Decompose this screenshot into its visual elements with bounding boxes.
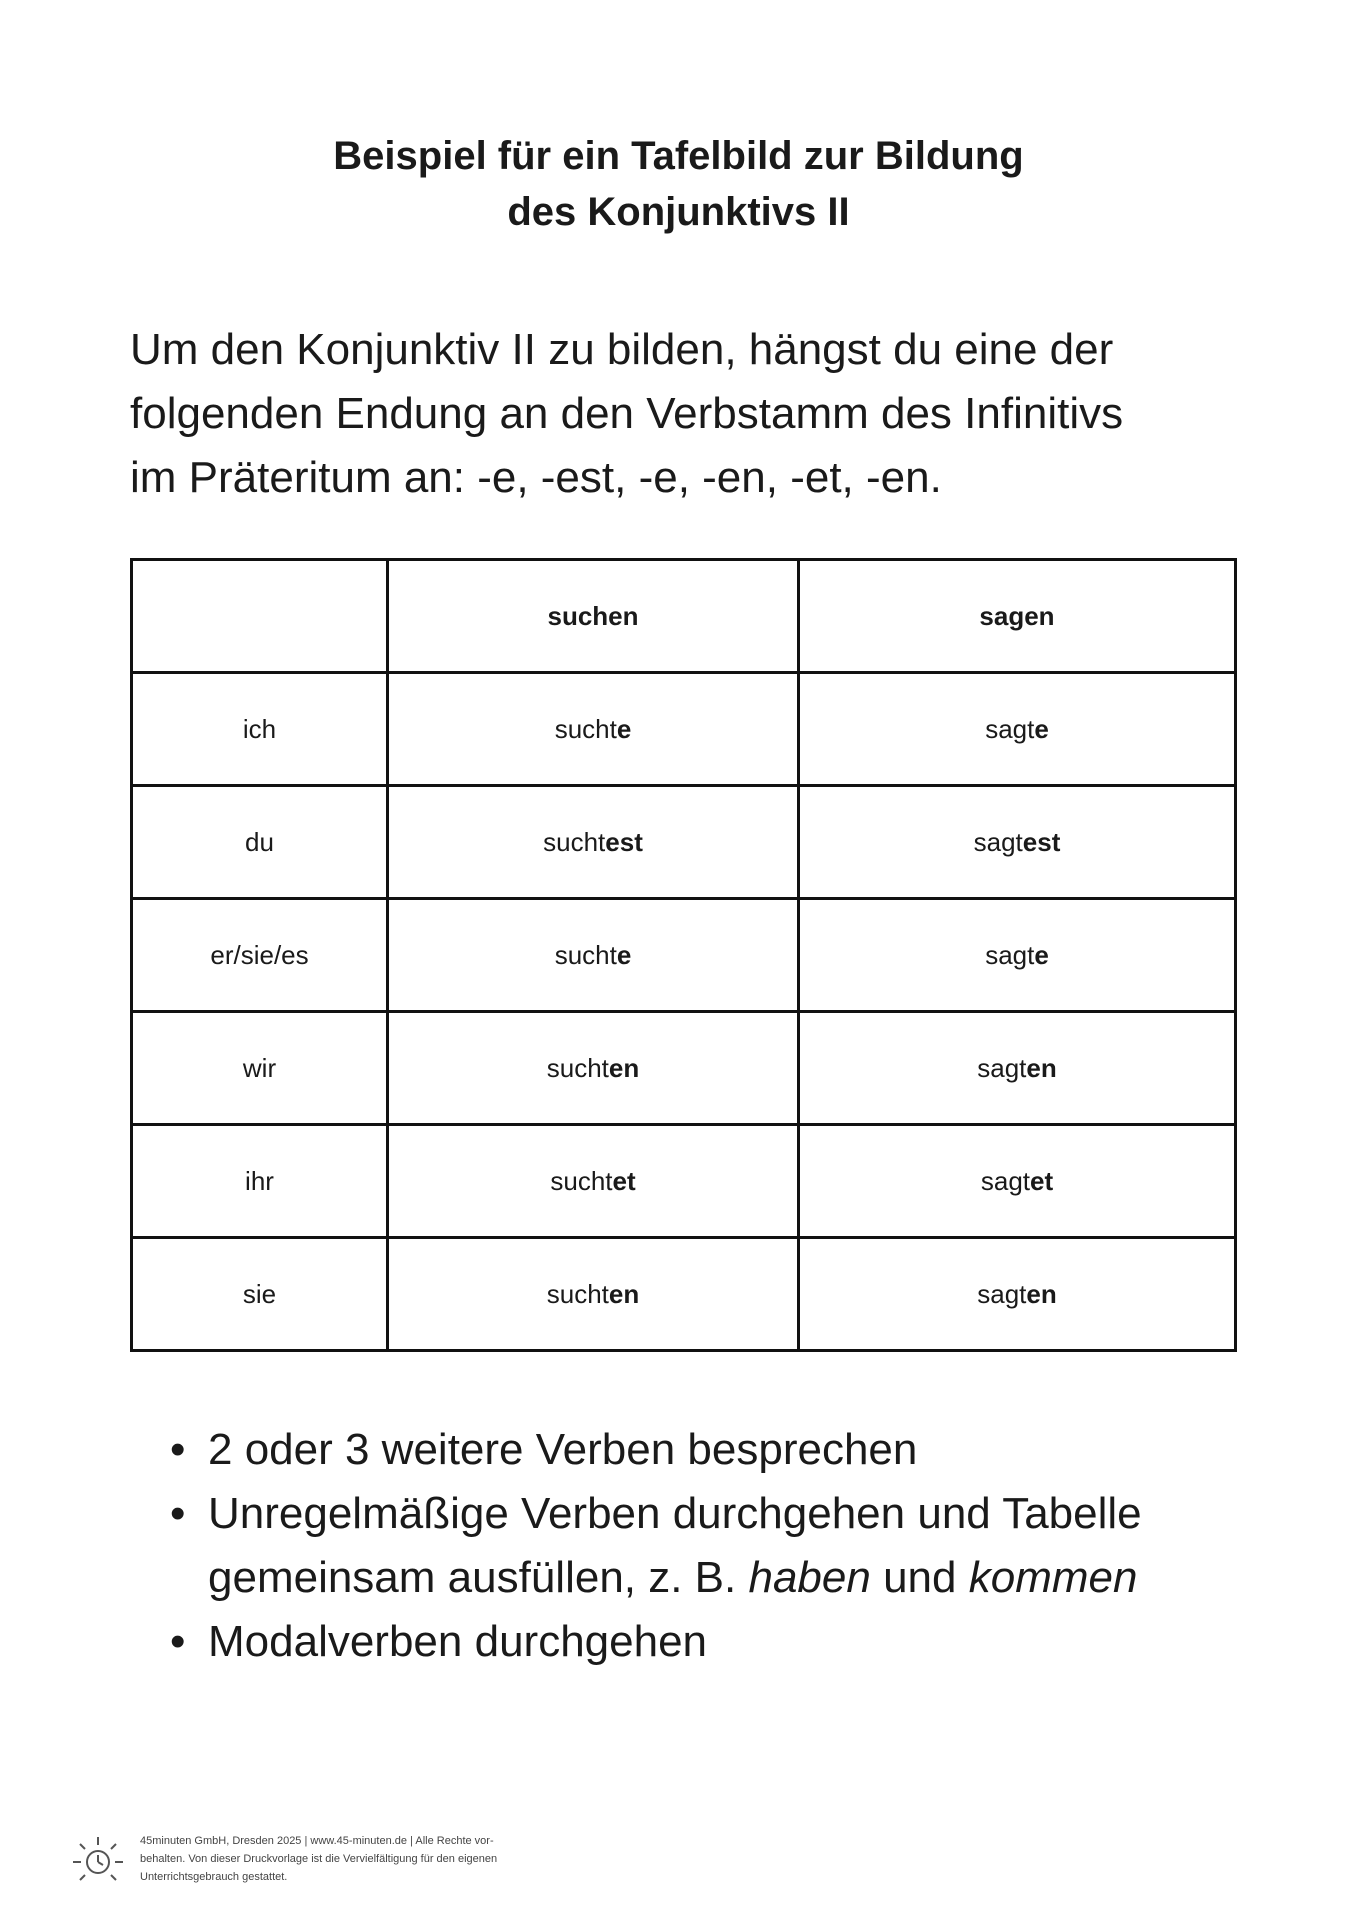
pronoun-cell: wir [132,1012,388,1125]
title-line-1: Beispiel für ein Tafelbild zur Bildung [333,134,1024,178]
list-item [170,1610,1250,1674]
table-row [132,1238,1236,1351]
verb2-cell [799,673,1236,786]
intro-line-1: Um den Konjunktiv II zu bilden, hängst du eine der [130,325,1114,374]
verb-stem: sucht [554,713,617,744]
pronoun-cell: ich [132,673,388,786]
verb-ending: e [616,713,632,744]
header-cell-sagen: sagen [799,560,1236,673]
title-line-2: des Konjunktivs II [507,190,850,234]
table-row [132,786,1236,899]
table-header-row [132,560,1236,673]
list-item [170,1482,1250,1610]
footer-line-2: behalten. Von dieser Druckvorlage ist die Vervielfältigung für den eigenen [140,1853,498,1865]
table-row [132,899,1236,1012]
list-item [170,1418,1250,1482]
verb2-cell [799,899,1236,1012]
verb-stem: sucht [550,1165,613,1196]
page-title [0,128,1357,240]
pronoun-cell: er/sie/es [132,899,388,1012]
verb1-cell [388,1125,799,1238]
header-cell-suchen: suchen [388,560,799,673]
verb2-cell [799,1012,1236,1125]
verb-stem: sagt [973,826,1023,857]
verb2-cell [799,1238,1236,1351]
header-cell-empty [132,560,388,673]
verb-ending: e [616,939,632,970]
pronoun-cell: du [132,786,388,899]
verb-stem: sagt [985,939,1035,970]
verb-ending: est [1022,826,1061,857]
verb-stem: sucht [546,1278,609,1309]
verb-ending: en [608,1052,640,1083]
list-item-text: Modalverben durchgehen [208,1617,708,1666]
example-verb-haben: haben [748,1553,871,1602]
verb1-cell [388,899,799,1012]
verb-ending: en [608,1278,640,1309]
bullet-marker: • [170,1617,186,1666]
verb-stem: sagt [977,1278,1027,1309]
task-list [170,1418,1250,1674]
verb-stem: sagt [977,1052,1027,1083]
intro-line-3: im Präteritum an: -e, -est, -e, -en, -et, -en. [130,453,942,502]
verb-ending: en [1026,1278,1057,1309]
table-row [132,673,1236,786]
verb2-cell [799,786,1236,899]
footer-line-3: Unterrichtsgebrauch gestattet. [140,1871,288,1883]
footer-line-1: 45minuten GmbH, Dresden 2025 | www.45-minuten.de | Alle Rechte vor- [140,1835,494,1847]
verb-stem: sagt [980,1165,1031,1196]
verb-ending: et [1030,1165,1054,1196]
pronoun-cell: ihr [132,1125,388,1238]
verb-stem: sucht [546,1052,609,1083]
text-segment: gemeinsam ausfüllen, z. B. [208,1553,749,1602]
bullet-marker: • [170,1425,186,1474]
verb2-cell [799,1125,1236,1238]
pronoun-cell: sie [132,1238,388,1351]
list-item-text: Unregelmäßige Verben durchgehen und Tabelle [208,1489,1142,1538]
bullet-marker: • [170,1489,186,1538]
conjugation-table [130,558,1237,1352]
intro-paragraph [130,318,1250,510]
table-row [132,1012,1236,1125]
verb1-cell [388,1012,799,1125]
intro-line-2: folgenden Endung an den Verbstamm des Infinitivs [130,389,1124,438]
verb1-cell [388,786,799,899]
verb-ending: e [1034,713,1049,744]
verb-stem: sucht [554,939,617,970]
list-item-text-continued [208,1546,1250,1610]
example-verb-kommen: kommen [968,1553,1138,1602]
verb-stem: sucht [543,826,606,857]
footer [70,1832,620,1888]
verb-ending: en [1026,1052,1057,1083]
copyright-notice [140,1832,620,1886]
verb-ending: est [605,826,643,857]
verb-ending: e [1034,939,1049,970]
verb1-cell [388,1238,799,1351]
verb-stem: sagt [985,713,1035,744]
table-row [132,1125,1236,1238]
list-item-text: 2 oder 3 weitere Verben besprechen [208,1425,918,1474]
sun-clock-logo-icon [70,1832,126,1888]
text-segment: und [870,1553,969,1602]
verb-ending: et [612,1165,636,1196]
verb1-cell [388,673,799,786]
